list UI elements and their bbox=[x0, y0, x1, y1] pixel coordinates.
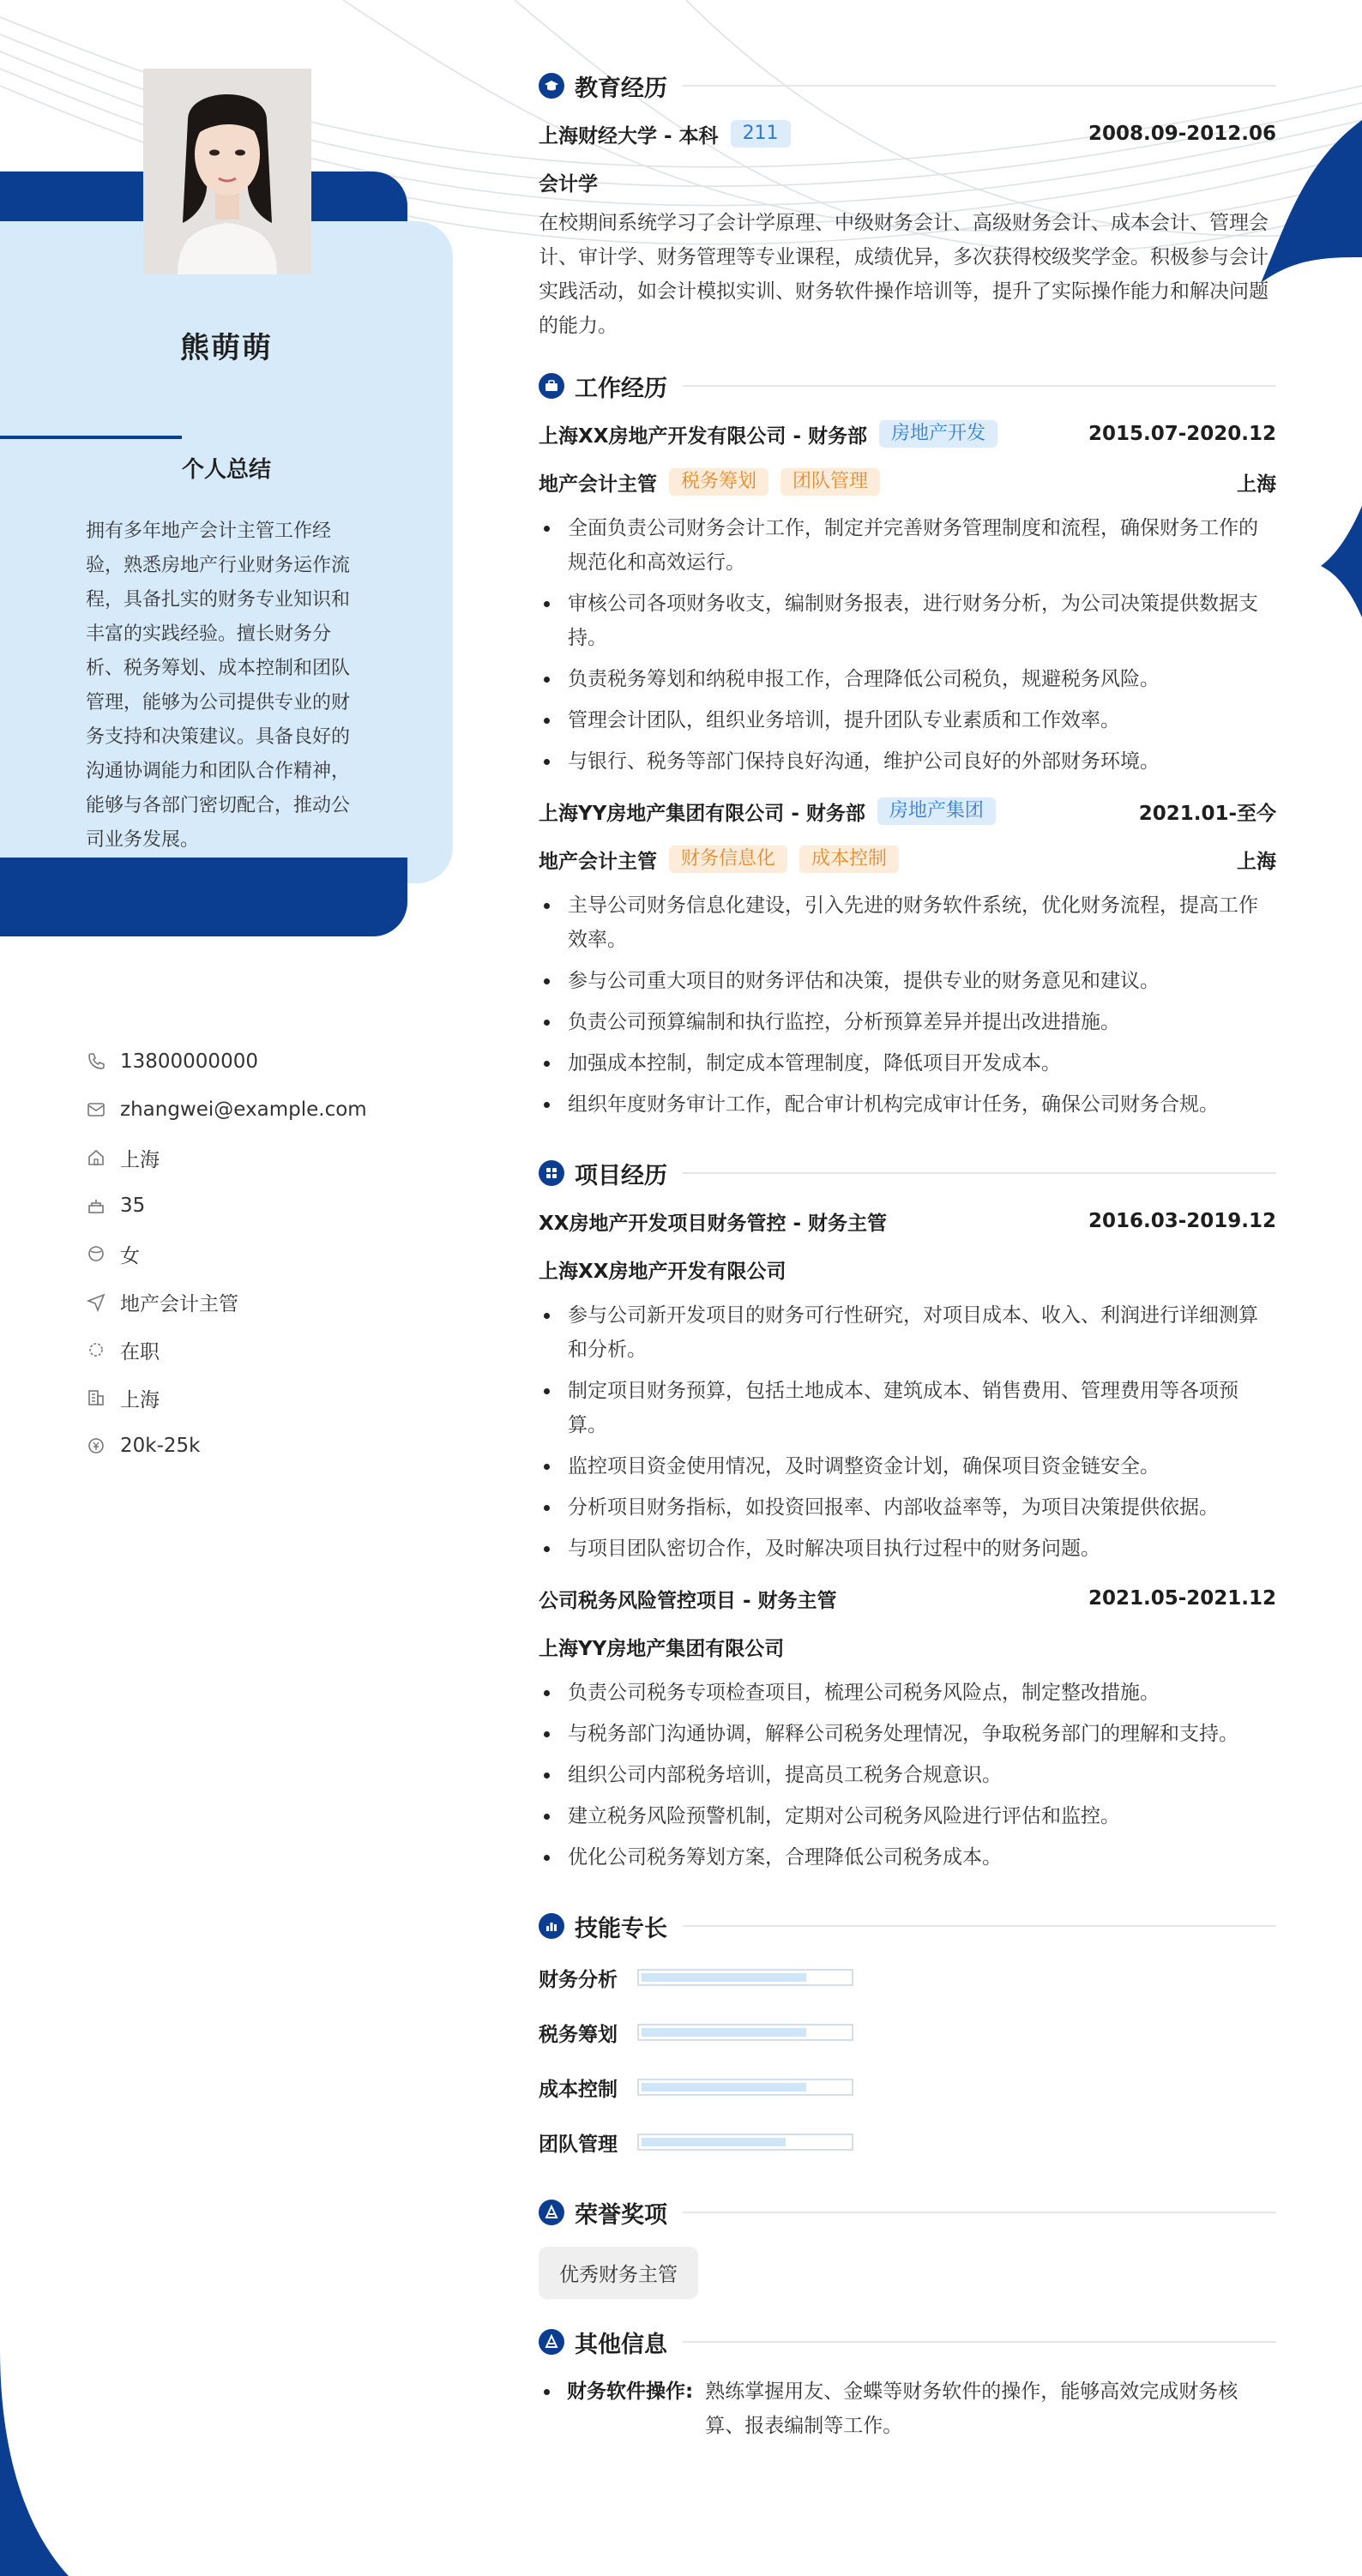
section-title: 其他信息 bbox=[575, 2331, 667, 2358]
project-org: 上海YY房地产集团有限公司 bbox=[539, 1637, 785, 1660]
skill-bar bbox=[637, 2134, 853, 2151]
summary-text: 拥有多年地产会计主管工作经验，熟悉房地产行业财务运作流程，具备扎实的财务专业知识和丰富的实践经验。擅长财务分析、税务筹划、成本控制和团队管理，能够为公司提供专业的财务支持和决策建议。具备良好的沟通协调能力和团队合作精神，能够与各部门密切配合，推动公司业务发展。 bbox=[86, 521, 351, 851]
project-bullets bbox=[539, 1676, 1276, 1875]
skill-bar bbox=[637, 1969, 853, 1986]
section-divider bbox=[683, 385, 1276, 387]
info-icon bbox=[539, 2329, 564, 2355]
list-item: 制定项目财务预算，包括土地成本、建筑成本、销售费用、管理费用等各项预算。 bbox=[539, 1374, 1276, 1442]
skill-tag: 团队管理 bbox=[780, 468, 880, 496]
work-item bbox=[539, 410, 1276, 779]
skill-bar bbox=[637, 2079, 853, 2096]
section-divider bbox=[683, 2341, 1276, 2343]
project-date: 2016.03-2019.12 bbox=[1088, 1210, 1276, 1232]
section-divider bbox=[683, 85, 1276, 87]
list-item: 组织公司内部税务培训，提高员工税务合规意识。 bbox=[539, 1758, 1276, 1792]
sidebar bbox=[0, 0, 455, 2576]
skill-tag: 财务信息化 bbox=[669, 846, 787, 873]
section-header-projects bbox=[539, 1149, 1276, 1197]
section-title: 荣誉奖项 bbox=[575, 2201, 667, 2229]
list-item: 全面负责公司财务会计工作，制定并完善财务管理制度和流程，确保财务工作的规范化和高效运行。 bbox=[539, 511, 1276, 580]
contact-age bbox=[86, 1182, 429, 1230]
education-major: 会计学 bbox=[539, 172, 598, 196]
list-item: 参与公司重大项目的财务评估和决策，提供专业的财务意见和建议。 bbox=[539, 964, 1276, 998]
education-date: 2008.09-2012.06 bbox=[1088, 123, 1276, 145]
skill-name: 财务分析 bbox=[539, 1968, 618, 1991]
list-item: 与银行、税务等部门保持良好沟通，维护公司良好的外部财务环境。 bbox=[539, 744, 1276, 779]
skill-item bbox=[539, 2005, 1276, 2060]
graduation-cap-icon bbox=[539, 73, 564, 99]
project-item bbox=[539, 1197, 1276, 1566]
list-item: 监控项目资金使用情况，及时调整资金计划，确保项目资金链安全。 bbox=[539, 1449, 1276, 1484]
contact-value: 上海 bbox=[120, 1388, 160, 1411]
section-header-awards bbox=[539, 2188, 1276, 2236]
project-org: 上海XX房地产开发有限公司 bbox=[539, 1260, 786, 1283]
skill-fill bbox=[642, 1973, 806, 1982]
work-bullets bbox=[539, 511, 1276, 779]
contact-value: 13800000000 bbox=[120, 1050, 258, 1073]
school-badge: 211 bbox=[731, 120, 791, 147]
education-header bbox=[539, 110, 1276, 158]
other-info-label: 财务软件操作: bbox=[567, 2380, 694, 2403]
briefcase-icon bbox=[539, 373, 564, 399]
section-divider bbox=[683, 1925, 1276, 1927]
project-org-row bbox=[539, 1245, 1276, 1293]
skill-fill bbox=[642, 2083, 806, 2091]
project-name: 公司税务风险管控项目 - 财务主管 bbox=[539, 1589, 837, 1612]
award-icon bbox=[539, 2200, 564, 2225]
job-role: 地产会计主管 bbox=[539, 850, 657, 873]
company-name: 上海YY房地产集团有限公司 - 财务部 bbox=[539, 802, 865, 825]
project-header bbox=[539, 1574, 1276, 1622]
work-role-row bbox=[539, 835, 1276, 883]
work-bullets bbox=[539, 888, 1276, 1122]
home-icon bbox=[86, 1147, 106, 1168]
skill-tag: 成本控制 bbox=[799, 846, 899, 873]
list-item: 负责公司预算编制和执行监控，分析预算差异并提出改进措施。 bbox=[539, 1005, 1276, 1039]
project-header bbox=[539, 1197, 1276, 1245]
work-header bbox=[539, 787, 1276, 835]
project-date: 2021.05-2021.12 bbox=[1088, 1587, 1276, 1610]
work-date: 2021.01-至今 bbox=[1138, 802, 1276, 825]
project-name: XX房地产开发项目财务管控 - 财务主管 bbox=[539, 1212, 888, 1235]
skill-name: 税务筹划 bbox=[539, 2023, 618, 2046]
contact-value: 35 bbox=[120, 1195, 146, 1217]
skill-item bbox=[539, 2115, 1276, 2170]
education-description: 在校期间系统学习了会计学原理、中级财务会计、高级财务会计、成本会计、管理会计、审计学、财务管理等专业课程，成绩优异，多次获得校级奖学金。积极参与会计实践活动，如会计模拟实训、财务软件操作培训等，提升了实际操作能力和解决问题的能力。 bbox=[539, 212, 1269, 337]
job-city: 上海 bbox=[1237, 472, 1276, 496]
phone-icon bbox=[86, 1051, 106, 1072]
contact-value: 20k-25k bbox=[120, 1435, 201, 1457]
list-item: 负责税务筹划和纳税申报工作，合理降低公司税负，规避税务风险。 bbox=[539, 662, 1276, 696]
work-header bbox=[539, 410, 1276, 458]
list-item: 与项目团队密切合作，及时解决项目执行过程中的财务问题。 bbox=[539, 1532, 1276, 1566]
skill-fill bbox=[642, 2028, 806, 2037]
summary-title: 个人总结 bbox=[181, 457, 271, 483]
candidate-name: 熊萌萌 bbox=[180, 331, 273, 365]
industry-tag: 房地产开发 bbox=[879, 420, 997, 448]
avatar bbox=[143, 69, 311, 274]
contact-status bbox=[86, 1326, 429, 1374]
age-icon bbox=[86, 1195, 106, 1216]
grid-icon bbox=[539, 1160, 564, 1186]
skill-tag: 税务筹划 bbox=[669, 468, 768, 496]
list-item: 主导公司财务信息化建设，引入先进的财务软件系统，优化财务流程，提高工作效率。 bbox=[539, 888, 1276, 957]
skill-item bbox=[539, 1950, 1276, 2005]
list-item: 管理会计团队，组织业务培训，提升团队专业素质和工作效率。 bbox=[539, 703, 1276, 737]
award-chip: 优秀财务主管 bbox=[539, 2247, 698, 2299]
skill-list bbox=[539, 1950, 1276, 2170]
project-item bbox=[539, 1574, 1276, 1875]
bar-chart-icon bbox=[539, 1913, 564, 1939]
contact-city bbox=[86, 1374, 429, 1422]
skill-name: 团队管理 bbox=[539, 2133, 618, 2156]
section-title: 教育经历 bbox=[575, 75, 667, 102]
section-header-skills bbox=[539, 1902, 1276, 1950]
main-content bbox=[539, 62, 1276, 2443]
section-header-other bbox=[539, 2318, 1276, 2366]
gender-icon bbox=[86, 1243, 106, 1264]
industry-tag: 房地产集团 bbox=[877, 797, 996, 825]
salary-icon bbox=[86, 1435, 106, 1456]
work-date: 2015.07-2020.12 bbox=[1088, 423, 1276, 445]
skill-item bbox=[539, 2060, 1276, 2115]
project-org-row bbox=[539, 1622, 1276, 1670]
section-header-education bbox=[539, 62, 1276, 110]
section-divider bbox=[683, 1172, 1276, 1174]
company-name: 上海XX房地产开发有限公司 - 财务部 bbox=[539, 424, 868, 448]
list-item: 审核公司各项财务收支，编制财务报表，进行财务分析，为公司决策提供数据支持。 bbox=[539, 587, 1276, 655]
list-item: 优化公司税务筹划方案，合理降低公司税务成本。 bbox=[539, 1840, 1276, 1875]
contact-email bbox=[86, 1086, 429, 1134]
contact-gender bbox=[86, 1230, 429, 1278]
list-item: 组织年度财务审计工作，配合审计机构完成审计任务，确保公司财务合规。 bbox=[539, 1087, 1276, 1122]
list-item: 负责公司税务专项检查项目，梳理公司税务风险点，制定整改措施。 bbox=[539, 1676, 1276, 1710]
contact-home bbox=[86, 1134, 429, 1182]
summary-title-line bbox=[0, 436, 182, 439]
contact-value: 在职 bbox=[120, 1340, 160, 1363]
mail-icon bbox=[86, 1099, 106, 1120]
list-item: 加强成本控制，制定成本管理制度，降低项目开发成本。 bbox=[539, 1046, 1276, 1080]
education-major-row bbox=[539, 158, 1276, 206]
contact-phone bbox=[86, 1038, 429, 1086]
section-title: 项目经历 bbox=[575, 1162, 667, 1189]
list-item: 分析项目财务指标，如投资回报率、内部收益率等，为项目决策提供依据。 bbox=[539, 1490, 1276, 1525]
list-item: 与税务部门沟通协调，解释公司税务处理情况，争取税务部门的理解和支持。 bbox=[539, 1717, 1276, 1751]
contact-list bbox=[86, 1038, 429, 1470]
work-item bbox=[539, 787, 1276, 1122]
sidebar-accent-bottom bbox=[0, 858, 407, 936]
job-role: 地产会计主管 bbox=[539, 472, 657, 496]
contact-position bbox=[86, 1278, 429, 1326]
section-header-work bbox=[539, 362, 1276, 410]
other-info-value: 熟练掌握用友、金蝶等财务软件的操作，能够高效完成财务核算、报表编制等工作。 bbox=[705, 2380, 1238, 2437]
contact-value: 女 bbox=[120, 1244, 140, 1267]
project-bullets bbox=[539, 1298, 1276, 1566]
section-title: 技能专长 bbox=[575, 1915, 667, 1942]
contact-value: 地产会计主管 bbox=[120, 1292, 238, 1315]
contact-salary bbox=[86, 1422, 429, 1470]
contact-value: 上海 bbox=[120, 1148, 160, 1171]
other-info-item bbox=[539, 2374, 1276, 2443]
building-icon bbox=[86, 1387, 106, 1408]
list-item: 参与公司新开发项目的财务可行性研究，对项目成本、收入、利润进行详细测算和分析。 bbox=[539, 1298, 1276, 1367]
skill-bar bbox=[637, 2024, 853, 2041]
section-title: 工作经历 bbox=[575, 375, 667, 402]
send-icon bbox=[86, 1291, 106, 1312]
list-item: 建立税务风险预警机制，定期对公司税务风险进行评估和监控。 bbox=[539, 1799, 1276, 1833]
skill-name: 成本控制 bbox=[539, 2078, 618, 2101]
school-name: 上海财经大学 - 本科 bbox=[539, 124, 719, 147]
status-icon bbox=[86, 1339, 106, 1360]
contact-value: zhangwei@example.com bbox=[120, 1098, 367, 1121]
section-divider bbox=[683, 2212, 1276, 2213]
work-role-row bbox=[539, 458, 1276, 506]
job-city: 上海 bbox=[1237, 850, 1276, 873]
skill-fill bbox=[642, 2138, 786, 2146]
